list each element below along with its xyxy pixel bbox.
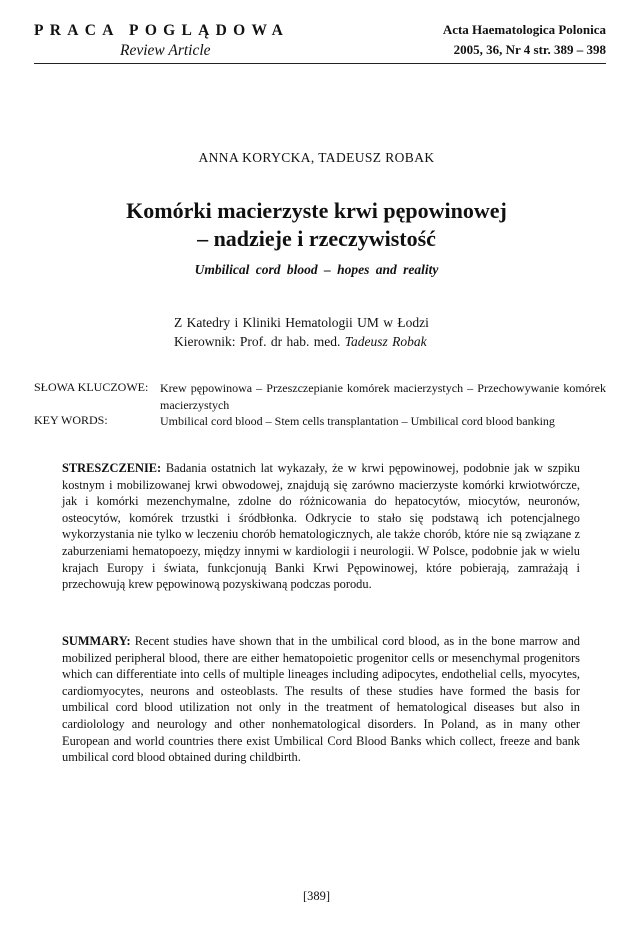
- keywords-en-label: KEY WORDS:: [34, 413, 108, 427]
- abstract-pl: [62, 460, 580, 593]
- keywords-pl-label: SŁOWA KLUCZOWE:: [34, 380, 149, 394]
- abstract-pl-lead: STRESZCZENIE:: [62, 461, 162, 475]
- abstract-pl-text: Badania ostatnich lat wykazały, że w krwi pępowinowej, podobnie jak w szpiku kostnym i mobilizowanej krwi obwodowej, znajdują się zarówno macierzyste komórki krwiotwórcze, jak i komórki mezenchymalne, zdolne do różnicowania do hepatocytów, miocytów, neuronów, osteocytów, komórek trzustki i śródbłonka. Odkrycie to stało się podstawą ich potencjalnego wykorzystania nie tylko w leczeniu chorób hematologicznych, ale także chorób, które nie są związane z zaburzeniami hematopoezy, między innymi w kardiologii i neurologii. W Polsce, podobnie jak w wielu krajach Europy i świata, funkcjonują Banki Krwi Pępowinowej, które pobierają, zamrażają i przechowują krew pępowinową pozyskiwaną podczas porodu.: [62, 461, 580, 592]
- authors: ANNA KORYCKA, TADEUSZ ROBAK: [198, 150, 435, 165]
- header-divider: [34, 63, 606, 64]
- abstract-en-text: Recent studies have shown that in the umbilical cord blood, as in the bone marrow and mobilized peripheral blood, there are either hematopoietic progenitor cells or mesenchymal progenitors which can differentiate into cells of multiple lineages including adipocytes, endothelial cells, myocytes, cardiomyocytes, neurons and osteoblasts. The results of these studies have formed the basis for umbilical cord blood utilization not only in the treatment of hematological diseases but also in cardiolology and neurology and other nonhematological disorders. In Poland, as in many other European and world countries there exist Umbilical Cord Blood Banks which collect, freeze and bank umbilical cord blood obtained during childbirth.: [62, 634, 580, 765]
- director-title: Kierownik: Prof. dr hab. med.: [174, 334, 341, 349]
- article-type-en: Review Article: [120, 42, 211, 59]
- article-title-en: Umbilical cord blood – hopes and reality: [194, 262, 439, 277]
- article-title: [0, 197, 633, 253]
- affiliation-director: [174, 334, 427, 350]
- page-header: [34, 22, 606, 66]
- article-type-pl: PRACA POGLĄDOWA: [34, 22, 290, 39]
- journal-name: Acta Haematologica Polonica: [442, 22, 606, 37]
- page-number: [389]: [302, 889, 331, 903]
- abstract-en: [62, 633, 580, 766]
- keywords-pl-text: Krew pępowinowa – Przeszczepianie komórek macierzystych – Przechowywanie komórek macierzystych: [160, 381, 606, 412]
- title-line-1: Komórki macierzyste krwi pępowinowej: [126, 198, 507, 223]
- title-line-2: – nadzieje i rzeczywistość: [197, 226, 436, 251]
- journal-issue: 2005, 36, Nr 4 str. 389 – 398: [453, 42, 606, 57]
- abstract-en-lead: SUMMARY:: [62, 634, 131, 648]
- director-name: Tadeusz Robak: [344, 334, 427, 349]
- affiliation-department: Z Katedry i Kliniki Hematologii UM w Łodzi: [174, 315, 429, 330]
- keywords-en-text: Umbilical cord blood – Stem cells transplantation – Umbilical cord blood banking: [160, 414, 555, 428]
